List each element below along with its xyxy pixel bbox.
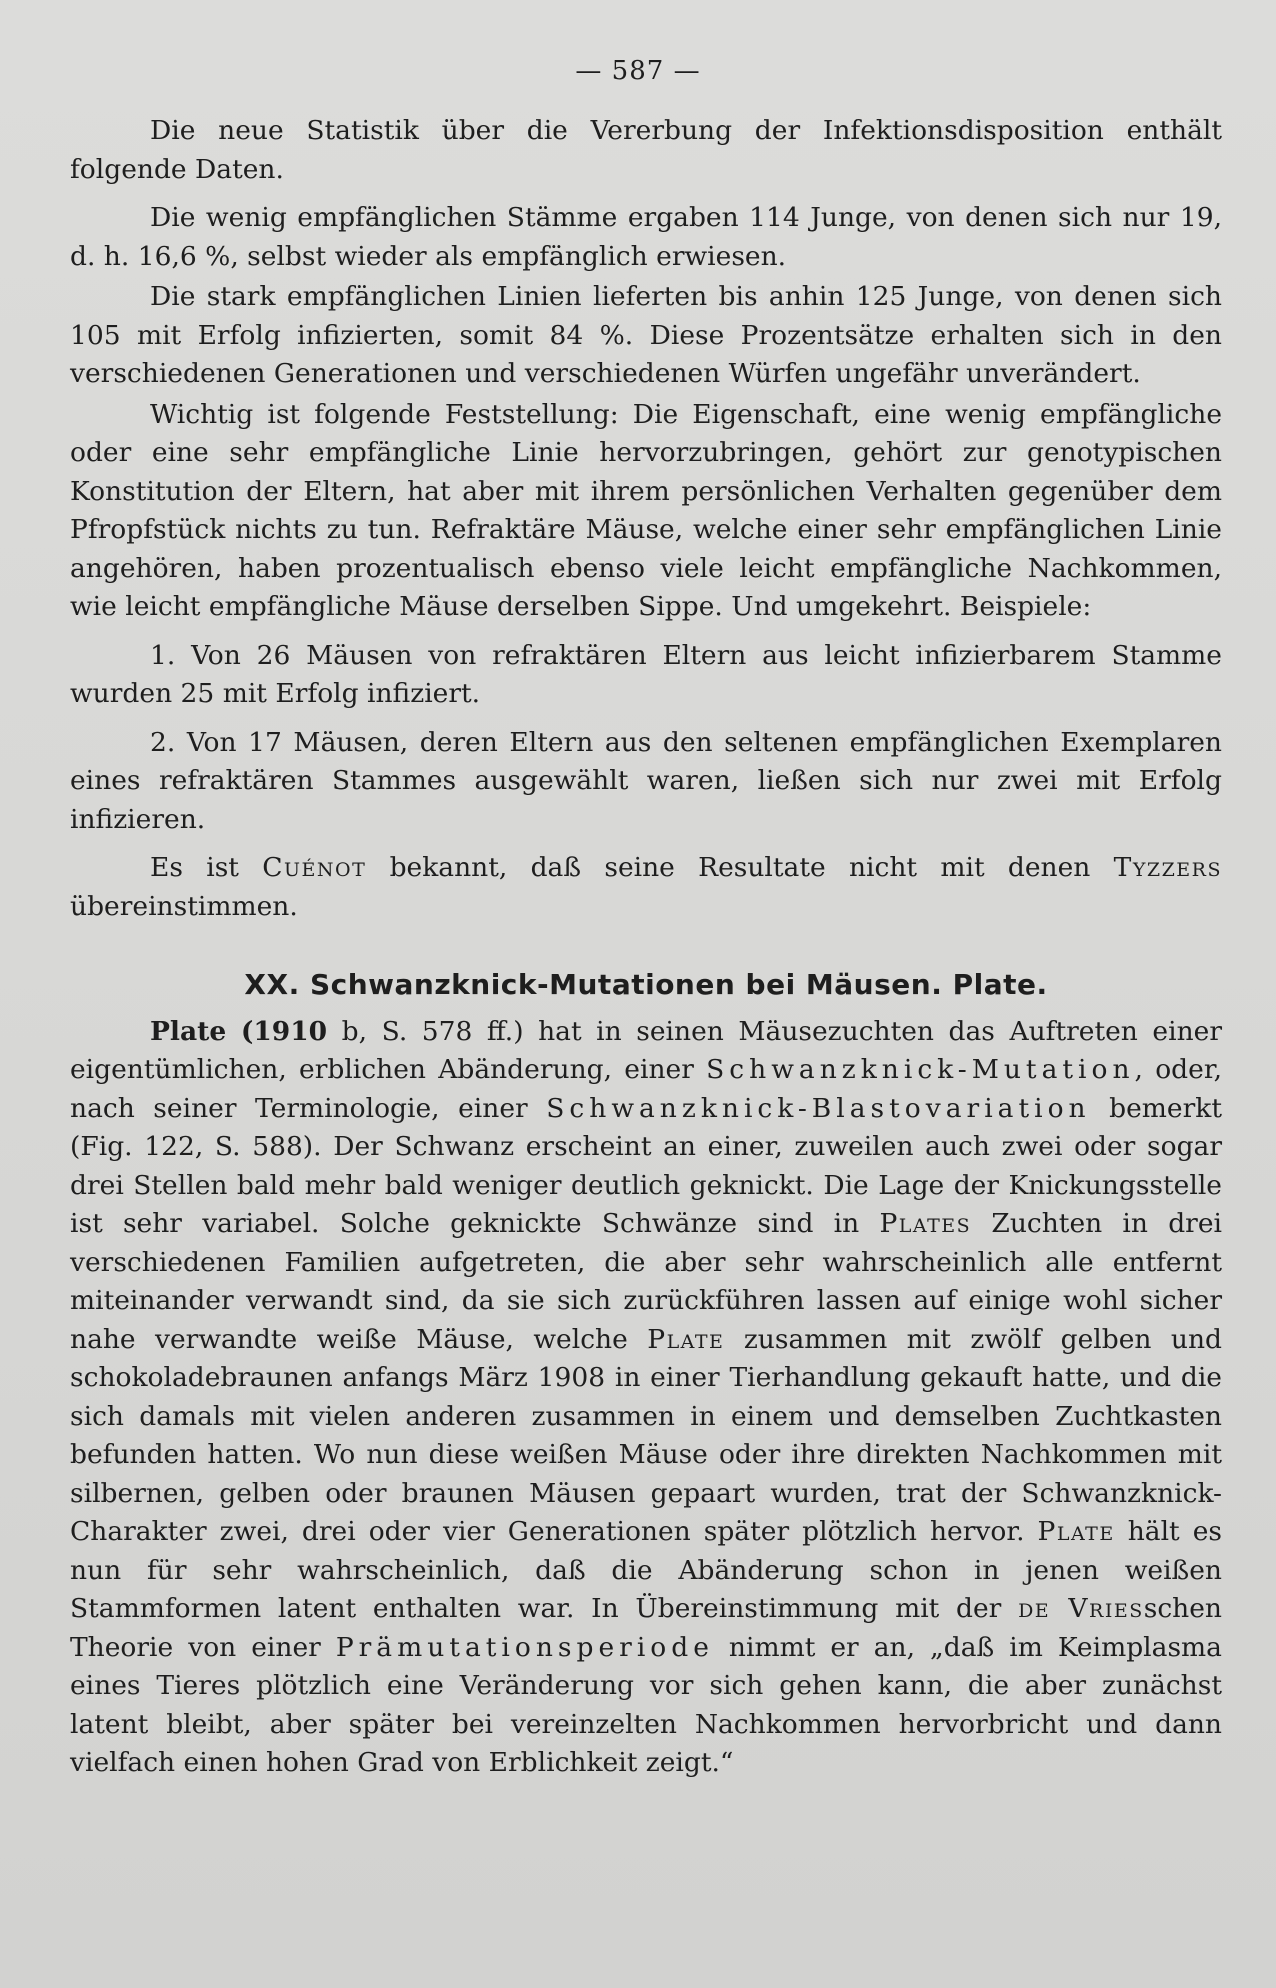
spaced-term: Prämutationsperiode (335, 1631, 714, 1663)
paragraph-example-2: 2. Von 17 Mäusen, deren Eltern aus den seltenen empfänglichen Exemplaren eines refraktären Stammes ausgewählt waren, ließen sich nur zwei mit Erfolg infizieren. (70, 726, 1222, 835)
paragraph-high-susceptibility: Die stark empfänglichen Linien lieferten bis anhin 125 Junge, von denen sich 105 mit Erfolg infizierten, somit 84 %. Diese Prozentsätze erhalten sich in den verschiedenen Generationen und verschiedenen Würfen ungefähr unverändert. (70, 281, 1222, 389)
author-plates: Plates (879, 1208, 972, 1239)
author-plate: Plate (150, 1015, 227, 1047)
author-plate: Plate (1037, 1516, 1115, 1547)
paragraph-cuenot: Es ist Cuénot bekannt, daß seine Resultate nicht mit denen Tyzzers übereinstimmen. (70, 852, 1222, 922)
spaced-term: Schwanzknick-Mutation (706, 1054, 1135, 1085)
section-heading: XX. Schwanzknick-Mutationen bei Mäusen. Plate. (244, 968, 1048, 1001)
body-text (70, 112, 1222, 1793)
spaced-term: Schwanzknick-Blastovariation (546, 1092, 1091, 1124)
author-tyzzer: Tyzzers (1113, 852, 1222, 883)
paragraph-statistics-intro: Die neue Statistik über die Vererbung der Infektionsdisposition enthält folgende Daten. (70, 115, 1222, 185)
author-de-vries: de Vries (1018, 1593, 1144, 1624)
paragraph-finding: Wichtig ist folgende Feststellung: Die Eigenschaft, eine wenig empfängliche oder eine sehr empfängliche Linie hervorzubringen, gehört zur genotypischen Konstitution der Eltern, hat aber mit ihrem persönlichen Verhalten gegenüber dem Pfropfstück nichts zu tun. Refraktäre Mäuse, welche einer sehr empfänglichen Linie angehören, haben prozentualisch ebenso viele leicht empfängliche Nachkommen, wie leicht empfängliche Mäuse derselben Sippe. Und umgekehrt. Beispiele: (70, 398, 1222, 622)
paragraph-plate: Plate (1910 b, S. 578 ff.) hat in seinen Mäusezuchten das Auftreten einer eigentümlichen, erblichen Abänderung, einer Schwanzknick-Mutation, oder, nach seiner Terminologie, einer Schwanzknick-Blastovariation bemerkt (Fig. 122, S. 588). Der Schwanz erscheint an einer, zuweilen auch zwei oder sogar drei Stellen bald mehr bald weniger deutlich geknickt. Die Lage der Knickungsstelle ist sehr variabel. Solche geknickte Schwänze sind in Plates Zuchten in drei verschiedenen Familien aufgetreten, die aber sehr wahrscheinlich alle entfernt miteinander verwandt sind, da sie sich zurückführen lassen auf einige wohl sicher nahe verwandte weiße Mäuse, welche Plate zusammen mit zwölf gelben und schokoladebraunen anfangs März 1908 in einer Tierhandlung gekauft hatte, und die sich damals mit vielen anderen zusammen in einem und demselben Zuchtkasten befunden hatten. Wo nun diese weißen Mäuse oder ihre direkten Nachkommen mit silbernen, gelben oder braunen Mäusen gepaart wurden, trat der Schwanzknick-Charakter zwei, drei oder vier Generationen später plötzlich hervor. Plate hält es nun für sehr wahrscheinlich, daß die Abänderung schon in jenen weißen Stammformen latent enthalten war. In Übereinstimmung mit der de Vriesschen Theorie von einer Prämutationsperiode nimmt er an, „daß im Keimplasma eines Tieres plötzlich eine Veränderung vor sich gehen kann, die aber zunächst latent bleibt, aber später bei vereinzelten Nachkommen hervorbricht und dann vielfach einen hohen Grad von Erblichkeit zeigt.“ (70, 1015, 1223, 1778)
paragraph-example-1: 1. Von 26 Mäusen von refraktären Eltern aus leicht infizierbarem Stamme wurden 25 mit Erfolg infiziert. (70, 639, 1222, 709)
paragraph-low-susceptibility: Die wenig empfänglichen Stämme ergaben 114 Junge, von denen sich nur 19, d. h. 16,6 %, selbst wieder als empfänglich erwiesen. (70, 202, 1222, 272)
author-cuenot: Cuénot (262, 852, 367, 883)
author-plate: Plate (647, 1323, 725, 1355)
page-number: — 587 — (575, 56, 701, 86)
